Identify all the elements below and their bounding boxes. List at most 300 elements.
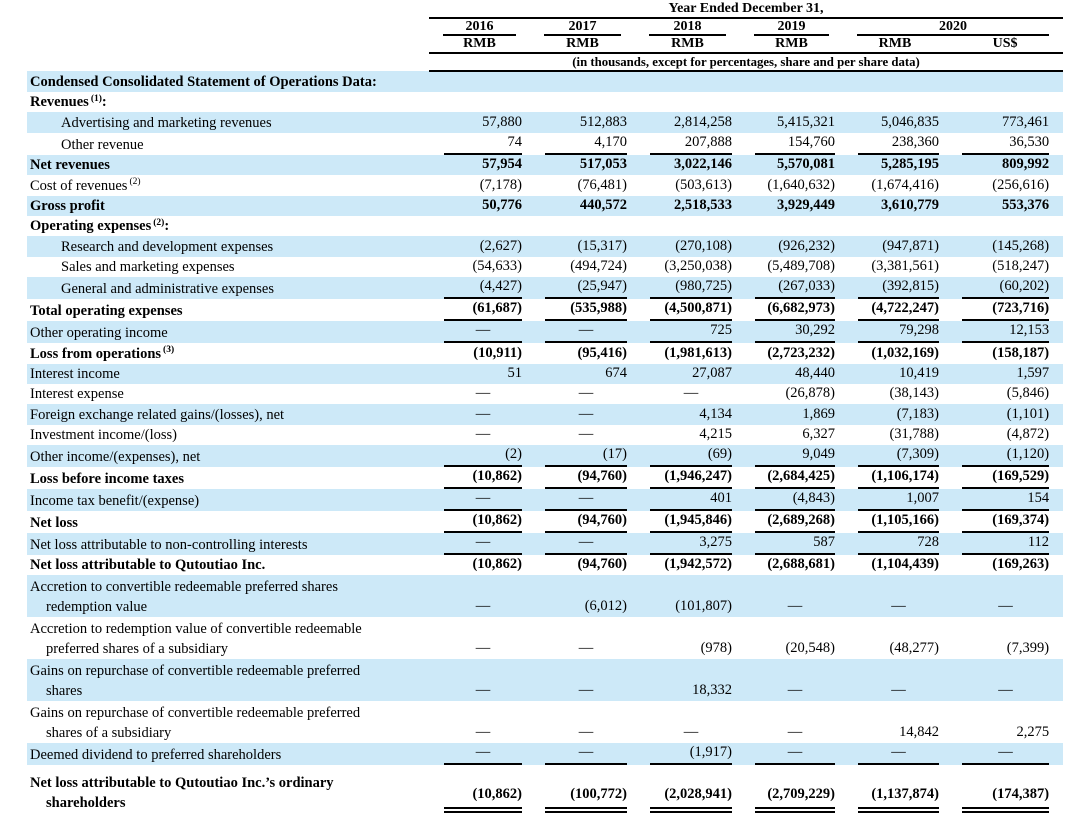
cell-value: (980,725) (650, 277, 732, 299)
cell-value: (2,689,268) (755, 511, 835, 533)
value-cell (635, 384, 740, 404)
value-cell (429, 277, 530, 299)
value-cell (429, 384, 530, 404)
cell-value: — (545, 743, 627, 765)
cell-value: (2,723,232) (767, 344, 835, 361)
cell-value: 2,518,533 (674, 196, 732, 213)
cell-value: 4,215 (699, 426, 732, 443)
value-cell (530, 765, 635, 813)
header-note-row (27, 53, 1063, 71)
cell-value: 4,134 (699, 405, 732, 422)
cell-value: (38,143) (889, 385, 939, 402)
cell-value: (174,387) (962, 785, 1049, 813)
cell-value: — (578, 724, 594, 741)
table-row (27, 364, 1063, 384)
value-cell (740, 659, 843, 701)
cell-value: — (891, 598, 906, 615)
cell-value: 773,461 (1001, 113, 1050, 130)
value-cell (843, 425, 947, 445)
value-cell (843, 617, 947, 659)
value-cell (429, 425, 530, 445)
value-cell (429, 511, 530, 533)
value-cell (740, 196, 843, 216)
cell-value: (94,760) (577, 556, 627, 573)
cell-value: (494,724) (570, 258, 627, 275)
cell-value: (1,106,174) (858, 467, 939, 489)
cell-value: 36,530 (962, 133, 1049, 155)
cell-value: (20,548) (785, 640, 835, 657)
value-cell (530, 445, 635, 467)
row-label: Advertising and marketing revenues (61, 114, 272, 131)
cell-value: — (962, 743, 1049, 765)
value-cell (635, 533, 740, 555)
cell-value: (1,674,416) (871, 176, 939, 193)
value-cell (429, 467, 530, 489)
value-cell (635, 364, 740, 384)
value-cell (843, 257, 947, 277)
currency-label: RMB (740, 36, 843, 53)
cell-value: (145,268) (992, 237, 1050, 254)
value-cell (740, 257, 843, 277)
cell-value: — (787, 682, 803, 699)
header-currency-row (27, 36, 1063, 53)
cell-value: 725 (650, 321, 732, 343)
value-cell (530, 404, 635, 424)
cell-value: (6,012) (584, 598, 627, 615)
value-cell (947, 489, 1063, 511)
cell-value: 3,022,146 (674, 156, 732, 173)
cell-value: (169,263) (992, 556, 1050, 573)
cell-value: 112 (962, 533, 1049, 555)
value-cell (429, 659, 530, 701)
cell-value: — (998, 598, 1013, 615)
value-cell (843, 343, 947, 363)
cell-value: (2,684,425) (755, 467, 835, 489)
cell-value: (1,105,166) (858, 511, 939, 533)
row-label: General and administrative expenses (61, 281, 274, 298)
cell-value: (1,640,632) (767, 176, 835, 193)
cell-value: — (578, 682, 594, 699)
cell-value: 57,954 (482, 156, 522, 173)
row-label: Research and development expenses (61, 238, 274, 255)
value-cell (530, 364, 635, 384)
value-cell (740, 321, 843, 343)
cell-value: (6,682,973) (755, 299, 835, 321)
value-cell (947, 277, 1063, 299)
cell-value: (10,862) (444, 467, 522, 489)
row-label: Net loss attributable to Qutoutiao Inc.’s ordinary shareholders (30, 775, 334, 812)
value-cell (843, 511, 947, 533)
value-cell (740, 404, 843, 424)
value-cell (635, 467, 740, 489)
row-label: Gains on repurchase of convertible redeemable preferred shares (30, 663, 361, 700)
cell-value: (2,028,941) (650, 785, 732, 813)
value-cell (947, 196, 1063, 216)
operations-data-table (27, 1, 1063, 813)
value-cell (843, 321, 947, 343)
cell-value: (7,183) (896, 405, 939, 422)
cell-value: (392,815) (858, 277, 939, 299)
cell-value: (4,722,247) (858, 299, 939, 321)
cell-value: (1,032,169) (871, 344, 939, 361)
cell-value: — (444, 321, 522, 343)
cell-value: 728 (858, 533, 939, 555)
value-cell (740, 236, 843, 256)
cell-value: (94,760) (545, 511, 627, 533)
cell-value: (100,772) (545, 785, 627, 813)
cell-value: 14,842 (899, 724, 939, 741)
currency-label: RMB (429, 36, 530, 53)
value-cell (530, 425, 635, 445)
cell-value: (95,416) (577, 344, 627, 361)
row-label: Loss from operations $^{(3)}$ (30, 344, 175, 362)
value-cell (947, 155, 1063, 175)
value-cell (635, 277, 740, 299)
value-cell (947, 555, 1063, 575)
currency-label: RMB (843, 36, 947, 53)
value-cell (740, 511, 843, 533)
value-cell (429, 155, 530, 175)
value-cell (635, 445, 740, 467)
cell-value: (7,399) (1006, 640, 1050, 657)
cell-value: — (787, 724, 803, 741)
units-note: (in thousands, except for percentages, share and per share data) (429, 53, 1063, 71)
cell-value: (10,862) (444, 511, 522, 533)
value-cell (429, 343, 530, 363)
value-cell (843, 155, 947, 175)
cell-value: (1,120) (962, 445, 1049, 467)
cell-value: 1,007 (858, 489, 939, 511)
currency-label: RMB (530, 36, 635, 53)
value-cell (429, 617, 530, 659)
value-cell (843, 765, 947, 813)
cell-value: — (475, 598, 491, 615)
value-cell (740, 155, 843, 175)
cell-value: (54,633) (472, 258, 522, 275)
table-row (27, 511, 1063, 533)
table-row (27, 155, 1063, 175)
value-cell (843, 196, 947, 216)
cell-value: — (578, 640, 594, 657)
value-cell (740, 425, 843, 445)
row-label: Investment income/(loss) (30, 427, 177, 444)
currency-label: US$ (947, 36, 1063, 53)
row-label: Net loss (30, 515, 78, 532)
cell-value: 440,572 (579, 196, 627, 213)
table-row (27, 425, 1063, 445)
value-cell (843, 659, 947, 701)
value-cell (843, 236, 947, 256)
value-cell (530, 299, 635, 321)
row-label: Condensed Consolidated Statement of Operations Data: (30, 73, 377, 90)
table-row (27, 467, 1063, 489)
value-cell (947, 701, 1063, 743)
currency-label: RMB (635, 36, 740, 53)
row-label: Total operating expenses (30, 303, 183, 320)
cell-value: — (683, 385, 699, 402)
value-cell (429, 765, 530, 813)
cell-value: (15,317) (577, 237, 627, 254)
row-label-line2: redemption value (46, 599, 148, 616)
cell-value: 4,170 (545, 133, 627, 155)
value-cell (843, 489, 947, 511)
value-cell (429, 743, 530, 765)
cell-value: — (787, 598, 803, 615)
value-cell (947, 425, 1063, 445)
year-label: 2016 (443, 19, 516, 36)
table-row (27, 133, 1063, 155)
table-row (27, 765, 1063, 813)
cell-value: 512,883 (579, 113, 627, 130)
cell-value: (5,846) (1006, 385, 1050, 402)
value-cell (429, 701, 530, 743)
cell-value: — (444, 743, 522, 765)
table-row (27, 445, 1063, 467)
table-row (27, 489, 1063, 511)
header-spacer (27, 1, 429, 18)
value-cell (843, 133, 947, 155)
cell-value: (503,613) (675, 176, 732, 193)
value-cell (530, 659, 635, 701)
table-row (27, 257, 1063, 277)
value-cell (740, 384, 843, 404)
cell-value: — (578, 405, 594, 422)
row-label: Foreign exchange related gains/(losses), net (30, 406, 285, 423)
cell-value: 48,440 (795, 364, 835, 381)
cell-value: (7,309) (858, 445, 939, 467)
cell-value: (535,988) (545, 299, 627, 321)
cell-value: (60,202) (962, 277, 1049, 299)
value-cell (635, 257, 740, 277)
cell-value: — (545, 321, 627, 343)
value-cell (947, 321, 1063, 343)
value-cell (843, 364, 947, 384)
year-cell (635, 18, 740, 36)
cell-value: 27,087 (692, 364, 732, 381)
cell-value: (10,862) (472, 556, 522, 573)
value-cell (843, 175, 947, 195)
value-cell (530, 555, 635, 575)
cell-value: (2,627) (479, 237, 522, 254)
value-cell (843, 299, 947, 321)
table-row (27, 743, 1063, 765)
cell-value: — (475, 682, 491, 699)
value-cell (740, 489, 843, 511)
value-cell (947, 511, 1063, 533)
cell-value: (1,137,874) (858, 785, 939, 813)
value-cell (530, 277, 635, 299)
value-cell (635, 112, 740, 132)
cell-value: (518,247) (992, 258, 1050, 275)
cell-value: (169,374) (962, 511, 1049, 533)
value-cell (635, 155, 740, 175)
value-cell (530, 112, 635, 132)
value-cell (947, 343, 1063, 363)
cell-value: 517,053 (579, 156, 627, 173)
cell-value: (158,187) (992, 344, 1050, 361)
value-cell (947, 617, 1063, 659)
value-cell (947, 384, 1063, 404)
value-cell (429, 175, 530, 195)
table-row (27, 71, 1063, 92)
table-row (27, 216, 1063, 236)
header-spacer (27, 36, 429, 53)
value-cell (740, 277, 843, 299)
value-cell (530, 575, 635, 617)
table-row (27, 299, 1063, 321)
cell-value: (17) (545, 445, 627, 467)
cell-value: 238,360 (858, 133, 939, 155)
value-cell (740, 701, 843, 743)
cell-value: (169,529) (962, 467, 1049, 489)
row-label: Interest income (30, 365, 120, 382)
cell-value: 674 (605, 364, 627, 381)
value-cell (530, 343, 635, 363)
cell-value: 154,760 (755, 133, 835, 155)
value-cell (530, 133, 635, 155)
cell-value: (1,917) (650, 743, 732, 765)
row-label-line2: shares (46, 683, 83, 700)
cell-value: 809,992 (1001, 156, 1050, 173)
cell-value: (1,981,613) (664, 344, 732, 361)
table-row (27, 659, 1063, 701)
header-spacer (27, 53, 429, 71)
value-cell (429, 257, 530, 277)
cell-value: (31,788) (889, 426, 939, 443)
value-cell (530, 701, 635, 743)
footnote-ref: (1) (90, 93, 102, 104)
cell-value: (7,178) (479, 176, 522, 193)
table-row (27, 236, 1063, 256)
cell-value: (723,716) (962, 299, 1049, 321)
value-cell (843, 112, 947, 132)
cell-value: (4,843) (755, 489, 835, 511)
value-cell (635, 555, 740, 575)
value-cell (429, 575, 530, 617)
value-cell (429, 364, 530, 384)
value-cell (635, 765, 740, 813)
value-cell (429, 196, 530, 216)
row-label: Cost of revenues $^{(2)}$ (30, 176, 141, 194)
cell-value: (2,688,681) (767, 556, 835, 573)
table-row (27, 701, 1063, 743)
value-cell (843, 445, 947, 467)
row-label: Other operating income (30, 325, 168, 342)
year-label: 2018 (649, 19, 726, 36)
value-cell (947, 404, 1063, 424)
footnote-ref: (2) (129, 176, 141, 187)
cell-value: (978) (700, 640, 732, 657)
value-cell (530, 175, 635, 195)
value-cell (947, 133, 1063, 155)
cell-value: 207,888 (650, 133, 732, 155)
cell-value: 6,327 (802, 426, 835, 443)
value-cell (635, 196, 740, 216)
row-label: Loss before income taxes (30, 471, 184, 488)
row-label: Other income/(expenses), net (30, 449, 201, 466)
row-label: Income tax benefit/(expense) (30, 493, 200, 510)
cell-value: — (444, 533, 522, 555)
cell-value: (76,481) (577, 176, 627, 193)
cell-value: 154 (962, 489, 1049, 511)
value-cell (635, 343, 740, 363)
cell-value: — (578, 385, 594, 402)
cell-value: — (755, 743, 835, 765)
table-row (27, 617, 1063, 659)
cell-value: — (475, 405, 491, 422)
value-cell (530, 257, 635, 277)
row-label-line2: preferred shares of a subsidiary (46, 641, 228, 658)
value-cell (635, 617, 740, 659)
value-cell (843, 575, 947, 617)
cell-value: (2,709,229) (755, 785, 835, 813)
value-cell (530, 489, 635, 511)
table-row (27, 575, 1063, 617)
value-cell (947, 659, 1063, 701)
table-row (27, 92, 1063, 112)
row-label: Operating expenses $^{(2)}$: (30, 217, 170, 235)
cell-value: 587 (755, 533, 835, 555)
value-cell (947, 445, 1063, 467)
cell-value: 553,376 (1001, 196, 1050, 213)
cell-value: (2) (444, 445, 522, 467)
cell-value: (926,232) (778, 237, 835, 254)
value-cell (947, 575, 1063, 617)
cell-value: (25,947) (545, 277, 627, 299)
table-row (27, 196, 1063, 216)
cell-value: — (475, 385, 491, 402)
row-label-line2: shares of a subsidiary (46, 725, 172, 742)
cell-value: 12,153 (962, 321, 1049, 343)
value-cell (843, 701, 947, 743)
value-cell (635, 321, 740, 343)
value-cell (740, 617, 843, 659)
footnote-ref: (2) (153, 217, 165, 228)
value-cell (530, 236, 635, 256)
cell-value: (4,500,871) (650, 299, 732, 321)
cell-value: (4,872) (1006, 426, 1050, 443)
value-cell (429, 404, 530, 424)
value-cell (429, 489, 530, 511)
cell-value: (1,101) (1006, 405, 1050, 422)
header-spacer (27, 18, 429, 36)
year-cell (429, 18, 530, 36)
cell-value: — (891, 682, 906, 699)
cell-value: (10,911) (473, 344, 522, 361)
cell-value: — (545, 533, 627, 555)
row-label: Interest expense (30, 386, 124, 403)
cell-value: — (683, 724, 699, 741)
cell-value: 3,610,779 (881, 196, 939, 213)
value-cell (843, 467, 947, 489)
value-cell (843, 384, 947, 404)
value-cell (635, 175, 740, 195)
cell-value: 1,597 (1016, 364, 1050, 381)
year-cell (740, 18, 843, 36)
value-cell (740, 175, 843, 195)
cell-value: (10,862) (444, 785, 522, 813)
value-cell (740, 743, 843, 765)
value-cell (635, 701, 740, 743)
value-cell (530, 617, 635, 659)
value-cell (530, 196, 635, 216)
value-cell (429, 445, 530, 467)
year-label: 2019 (754, 19, 829, 36)
value-cell (740, 765, 843, 813)
cell-value: (1,104,439) (871, 556, 939, 573)
cell-value: (267,033) (755, 277, 835, 299)
cell-value: 5,046,835 (881, 113, 939, 130)
